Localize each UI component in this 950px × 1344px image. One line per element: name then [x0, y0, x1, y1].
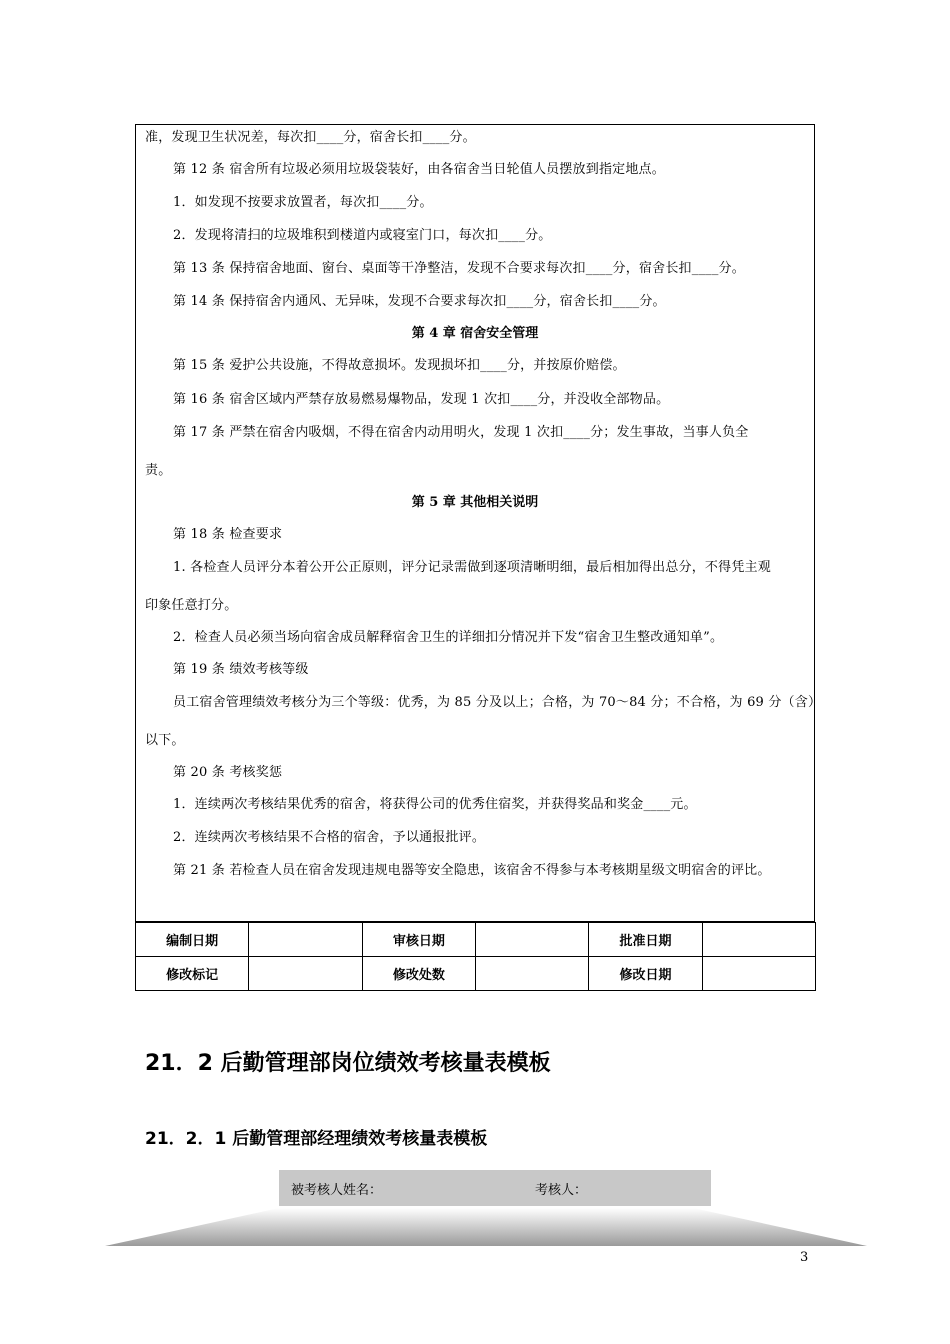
examiner-label: 考核人： — [535, 1183, 588, 1198]
text-line: 2．连续两次考核结果不合格的宿舍，予以通报批评。 — [173, 830, 486, 845]
text-line: 第 19 条 绩效考核等级 — [173, 662, 309, 677]
table-cell-label: 修改标记 — [136, 957, 249, 991]
table-cell-value — [475, 957, 588, 991]
form-header-bar — [279, 1170, 711, 1206]
table-cell-value — [702, 923, 815, 957]
text-line: 1．如发现不按要求放置者，每次扣____分。 — [173, 195, 433, 210]
text-line: 第 14 条 保持宿舍内通风、无异味，发现不合要求每次扣____分，宿舍长扣____分。 — [173, 294, 666, 309]
text-line: 第 18 条 检查要求 — [173, 527, 283, 542]
chapter-heading: 第 4 章 宿舍安全管理 — [411, 326, 539, 341]
decorative-base-shape — [105, 1208, 867, 1248]
text-line: 第 13 条 保持宿舍地面、窗台、桌面等干净整洁，发现不合要求每次扣____分，宿舍长扣____分。 — [173, 261, 745, 276]
text-line: 以下。 — [145, 733, 185, 748]
table-cell-label: 修改处数 — [362, 957, 475, 991]
table-cell-value — [249, 957, 362, 991]
text-line: 第 21 条 若检查人员在宿舍发现违规电器等安全隐患，该宿舍不得参与本考核期星级文明宿舍的评比。 — [173, 863, 771, 878]
approval-table — [135, 922, 816, 991]
subsection-heading: 21．2．1 后勤管理部经理绩效考核量表模板 — [145, 1129, 488, 1149]
text-line: 第 20 条 考核奖惩 — [173, 765, 283, 780]
table-cell-label: 修改日期 — [589, 957, 702, 991]
text-line: 员工宿舍管理绩效考核分为三个等级：优秀，为 85 分及以上；合格，为 70～84 分；不合格，为 69 分（含） — [173, 695, 822, 710]
text-line: 1. 各检查人员评分本着公开公正原则，评分记录需做到逐项清晰明细，最后相加得出总分，不得凭主观 — [173, 560, 771, 575]
text-line: 2．发现将清扫的垃圾堆积到楼道内或寝室门口，每次扣____分。 — [173, 228, 552, 243]
text-line: 准，发现卫生状况差，每次扣____分，宿舍长扣____分。 — [145, 130, 476, 145]
table-row — [136, 957, 816, 991]
table-row — [136, 923, 816, 957]
table-cell-value — [249, 923, 362, 957]
text-line: 责。 — [145, 463, 172, 478]
chapter-heading: 第 5 章 其他相关说明 — [411, 495, 539, 510]
text-line: 印象任意打分。 — [145, 598, 238, 613]
section-heading: 21．2 后勤管理部岗位绩效考核量表模板 — [145, 1051, 551, 1076]
examinee-label: 被考核人姓名： — [291, 1183, 383, 1198]
table-cell-label: 批准日期 — [589, 923, 702, 957]
table-cell-value — [475, 923, 588, 957]
table-cell-label: 编制日期 — [136, 923, 249, 957]
table-cell-label: 审核日期 — [362, 923, 475, 957]
table-cell-value — [702, 957, 815, 991]
text-line: 2．检查人员必须当场向宿舍成员解释宿舍卫生的详细扣分情况并下发“宿舍卫生整改通知单”。 — [173, 630, 724, 645]
text-line: 第 12 条 宿舍所有垃圾必须用垃圾袋装好，由各宿舍当日轮值人员摆放到指定地点。 — [173, 162, 665, 177]
text-line: 1．连续两次考核结果优秀的宿舍，将获得公司的优秀住宿奖，并获得奖品和奖金____元。 — [173, 797, 697, 812]
text-line: 第 15 条 爱护公共设施，不得故意损坏。发现损坏扣____分，并按原价赔偿。 — [173, 358, 626, 373]
text-line: 第 17 条 严禁在宿舍内吸烟，不得在宿舍内动用明火，发现 1 次扣____分；发生事故，当事人负全 — [173, 425, 749, 440]
page-number: 3 — [800, 1250, 809, 1265]
text-line: 第 16 条 宿舍区域内严禁存放易燃易爆物品，发现 1 次扣____分，并没收全部物品。 — [173, 392, 670, 407]
